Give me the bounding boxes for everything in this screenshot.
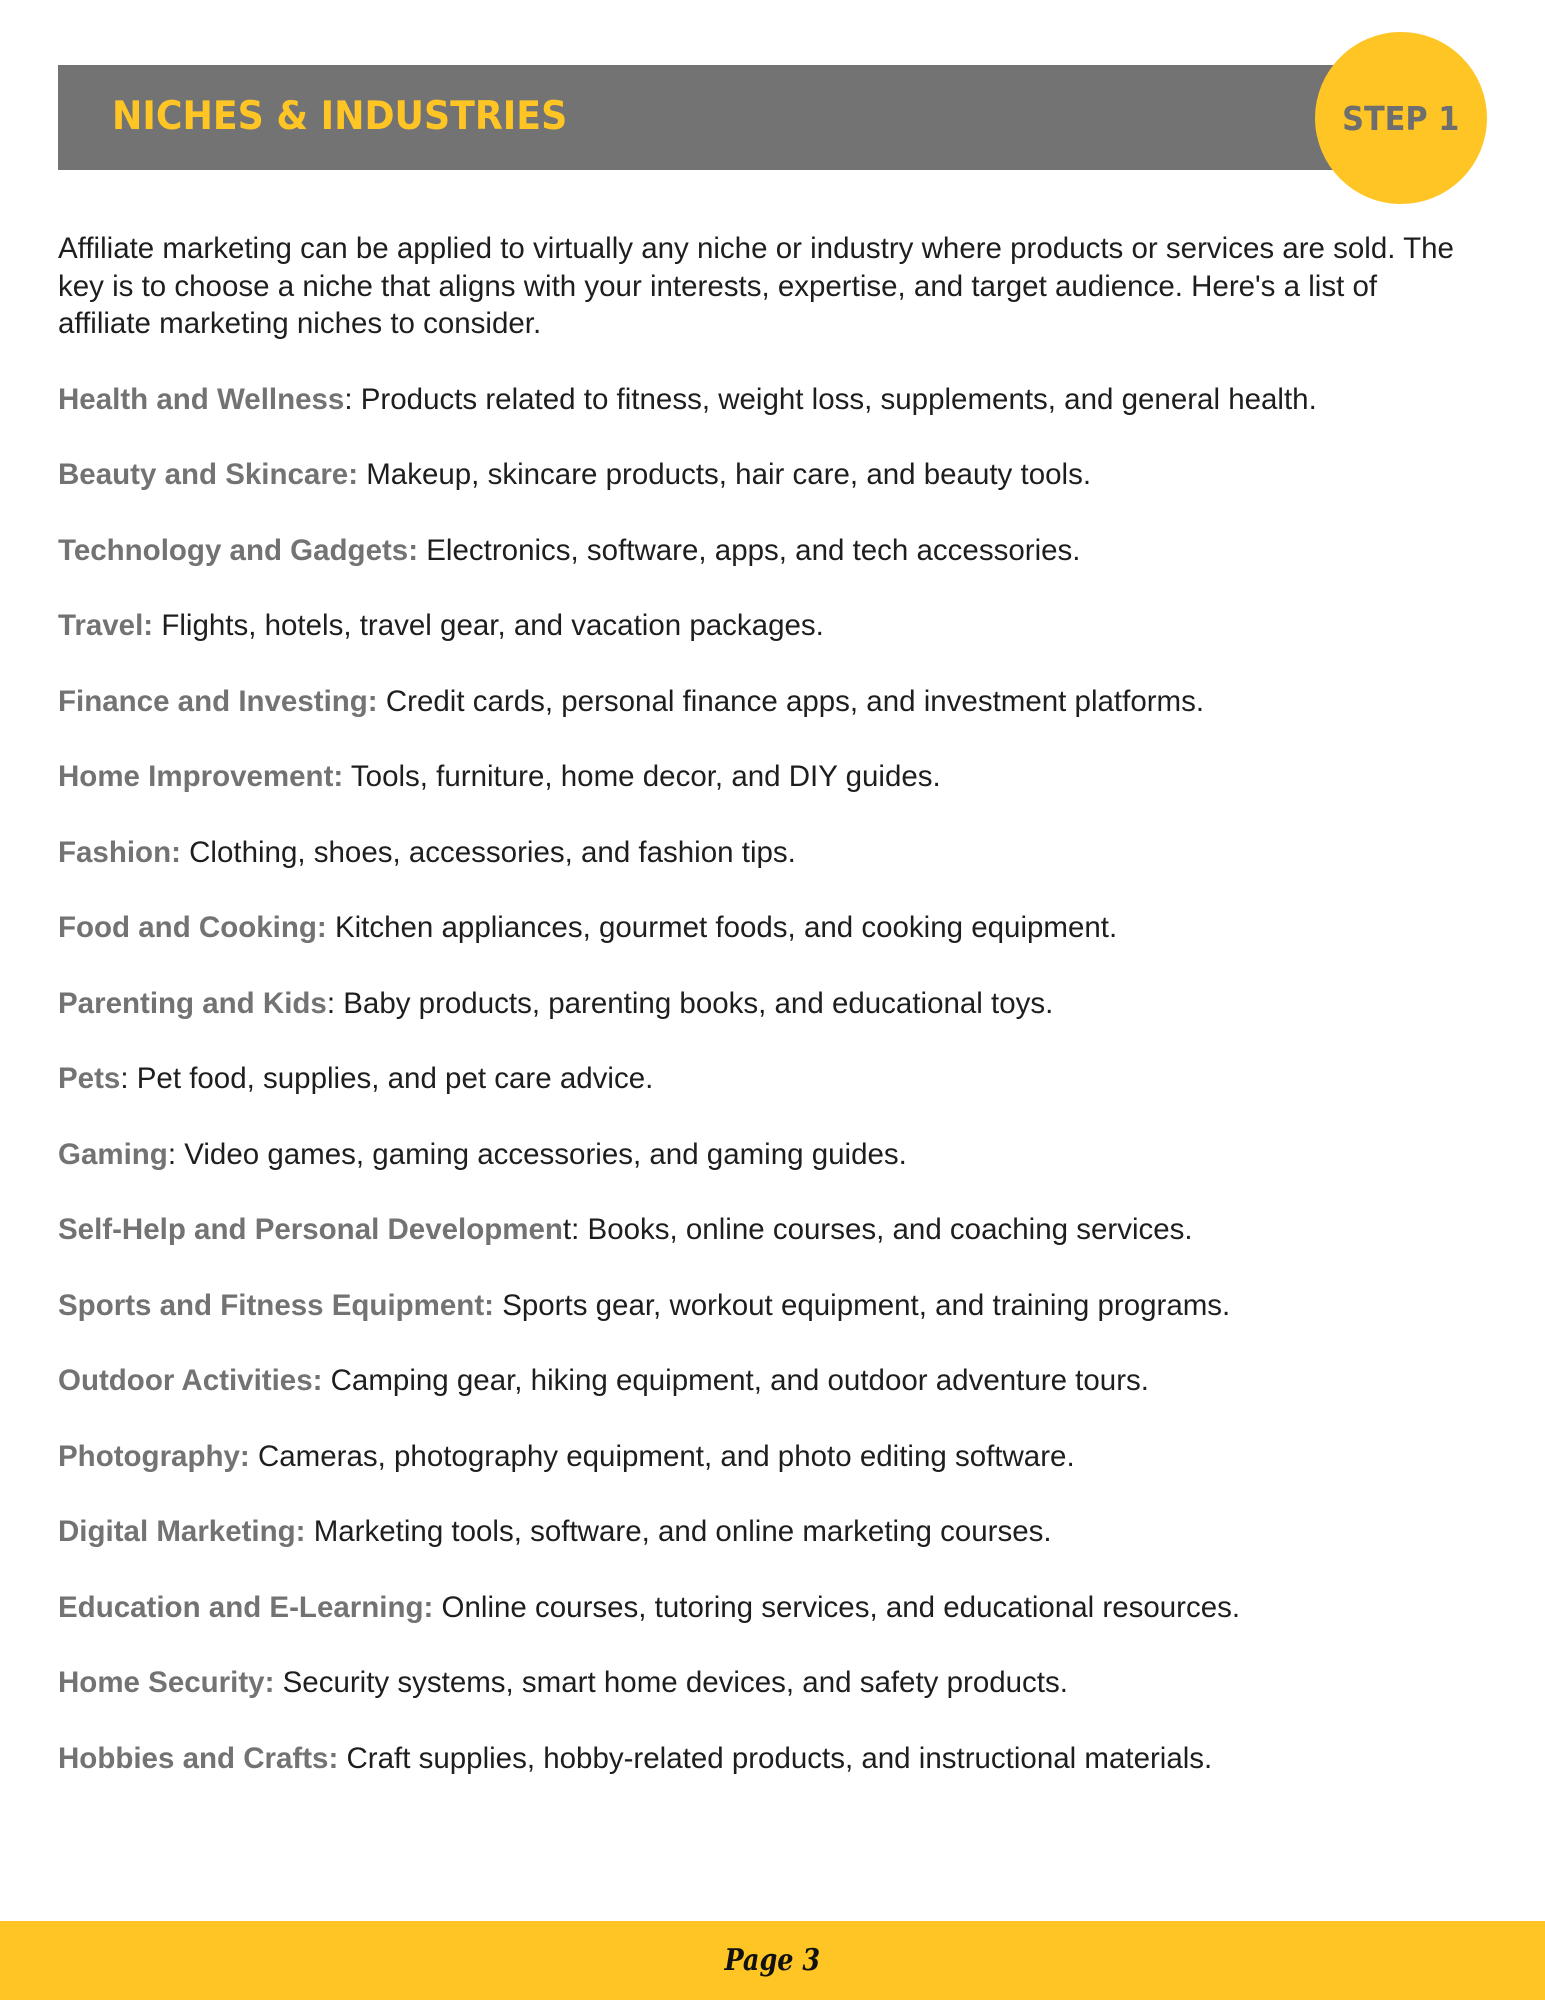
niche-name: Pets <box>58 1062 121 1095</box>
niche-name: Gaming <box>58 1137 168 1171</box>
niche-description: Security systems, smart home devices, and safety products. <box>282 1666 1068 1699</box>
niche-separator <box>322 1364 330 1397</box>
niche-description: Camping gear, hiking equipment, and outdoor adventure tours. <box>330 1364 1149 1397</box>
niche-item <box>58 607 1458 645</box>
niche-description: Products related to fitness, weight loss, supplements, and general health. <box>360 382 1317 416</box>
step-badge <box>1315 32 1487 204</box>
niche-separator: : <box>344 382 361 416</box>
niche-item <box>58 381 1458 419</box>
niche-separator <box>494 1289 502 1322</box>
niche-description: Electronics, software, apps, and tech accessories. <box>426 533 1081 567</box>
page-number: Page 3 <box>724 1943 821 1978</box>
niche-description: Credit cards, personal finance apps, and investment platforms. <box>385 684 1205 718</box>
niche-separator <box>327 911 335 944</box>
niche-separator: : <box>326 986 344 1020</box>
niche-description: Online courses, tutoring services, and educational resources. <box>441 1590 1241 1624</box>
niche-item <box>58 1589 1458 1627</box>
niche-item <box>58 1740 1458 1778</box>
niche-item <box>58 1513 1458 1551</box>
niche-name: Travel: <box>58 609 154 642</box>
niche-item <box>58 985 1458 1023</box>
niche-description: Clothing, shoes, accessories, and fashion tips. <box>189 835 796 869</box>
niche-description: Books, online courses, and coaching services. <box>587 1213 1193 1246</box>
niche-name: Beauty and Skincare: <box>58 458 359 491</box>
niche-list <box>58 381 1458 1778</box>
niche-separator <box>378 685 386 718</box>
niche-description: Video games, gaming accessories, and gaming guides. <box>184 1137 907 1171</box>
niche-item <box>58 1287 1458 1325</box>
niche-description: Craft supplies, hobby-related products, and instructional materials. <box>346 1741 1213 1775</box>
niche-description: Flights, hotels, travel gear, and vacation packages. <box>161 609 824 642</box>
niche-separator: t: <box>562 1213 588 1246</box>
niche-separator: : <box>167 1137 185 1171</box>
niche-name: Education and E-Learning: <box>58 1590 434 1624</box>
niche-name: Food and Cooking: <box>58 911 327 944</box>
niche-name: Sports and Fitness Equipment: <box>58 1288 494 1322</box>
content <box>58 230 1458 1815</box>
footer-bar <box>0 1921 1545 2000</box>
niche-item <box>58 532 1458 570</box>
niche-description: Tools, furniture, home decor, and DIY guides. <box>350 760 941 793</box>
niche-item <box>58 1664 1458 1702</box>
niche-item <box>58 1136 1458 1174</box>
niche-item <box>58 1438 1458 1476</box>
niche-name: Home Improvement: <box>58 760 344 793</box>
niche-item <box>58 683 1458 721</box>
niche-separator: : <box>120 1062 137 1095</box>
niche-description: Marketing tools, software, and online marketing courses. <box>313 1515 1052 1548</box>
niche-separator <box>433 1591 441 1624</box>
niche-item <box>58 758 1458 796</box>
niche-name: Outdoor Activities: <box>58 1364 323 1397</box>
niche-item <box>58 1211 1458 1249</box>
niche-item <box>58 1060 1458 1098</box>
niche-description: Kitchen appliances, gourmet foods, and cooking equipment. <box>334 911 1118 944</box>
niche-separator <box>250 1440 258 1473</box>
niche-name: Fashion: <box>58 835 181 869</box>
niche-description: Makeup, skincare products, hair care, and beauty tools. <box>366 458 1092 491</box>
niche-separator <box>343 760 351 793</box>
niche-item <box>58 1362 1458 1400</box>
niche-name: Photography: <box>58 1439 250 1473</box>
step-label: STEP 1 <box>1342 98 1460 138</box>
niche-description: Pet food, supplies, and pet care advice. <box>136 1062 654 1095</box>
niche-description: Sports gear, workout equipment, and training programs. <box>502 1288 1231 1322</box>
niche-name: Technology and Gadgets: <box>58 533 419 567</box>
niche-name: Health and Wellness <box>58 382 345 416</box>
niche-separator <box>358 458 366 491</box>
niche-separator <box>181 836 189 869</box>
niche-name: Home Security: <box>58 1666 275 1699</box>
niche-name: Finance and Investing: <box>58 684 378 718</box>
niche-name: Hobbies and Crafts: <box>58 1741 339 1775</box>
niche-description: Cameras, photography equipment, and photo editing software. <box>257 1439 1075 1473</box>
niche-name: Digital Marketing: <box>58 1515 306 1548</box>
niche-item <box>58 456 1458 494</box>
niche-name: Self-Help and Personal Developmen <box>58 1213 563 1246</box>
niche-separator <box>306 1515 314 1548</box>
page-title: NICHES & INDUSTRIES <box>112 94 568 139</box>
niche-separator <box>274 1666 282 1699</box>
intro-paragraph: Affiliate marketing can be applied to virtually any niche or industry where products or services are sold. The key is to choose a niche that aligns with your interests, expertise, and target audience. Here's a list of affiliate marketing niches to consider. <box>58 232 1454 340</box>
niche-description: Baby products, parenting books, and educational toys. <box>343 986 1054 1020</box>
niche-item <box>58 834 1458 872</box>
niche-item <box>58 909 1458 947</box>
niche-name: Parenting and Kids <box>58 986 327 1020</box>
